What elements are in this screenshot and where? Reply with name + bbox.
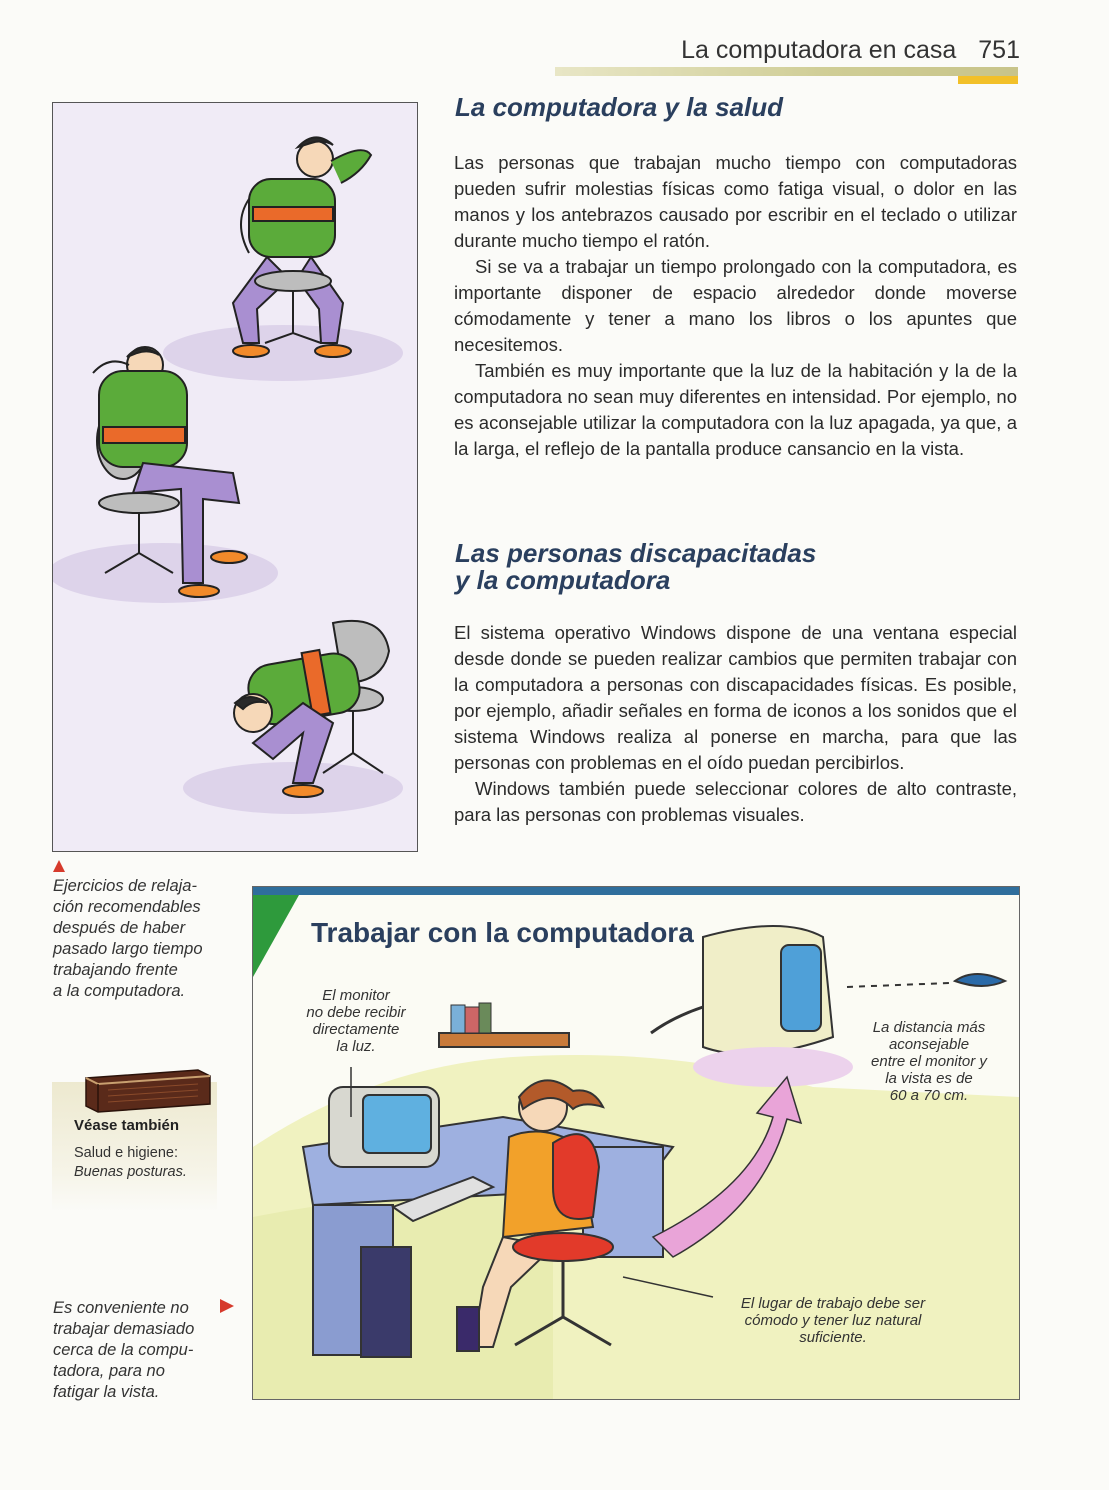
triangle-right-icon [220, 1299, 234, 1313]
exercise-drawing [53, 103, 417, 851]
figure-stretch-sitting [233, 137, 371, 357]
caption-distance [53, 1298, 223, 1403]
callout-workplace [713, 1295, 953, 1346]
triangle-up-icon [53, 860, 65, 872]
caption-line: cerca de la compu- [53, 1341, 194, 1359]
section-disabled-people-text [454, 620, 1017, 828]
paragraph: El sistema operativo Windows dispone de una ventana especial desde donde se pueden realizar cambios que permiten trabajar con la computadora a personas con discapacidades físicas. Es posible, por ejemplo, añadir señales en forma de iconos a los sonidos que el sistema Windows realiza al ponerse en marcha, para que las personas con problemas en el oído puedan percibirlos. [454, 622, 1017, 773]
caption-line: trabajando frente [53, 961, 178, 979]
callout-line: entre el monitor y [871, 1053, 987, 1070]
callout-line: El lugar de trabajo debe ser [740, 1295, 926, 1312]
paragraph: Las personas que trabajan mucho tiempo con computadoras pueden sufrir molestias físicas como fatiga visual, o dolor en las manos y los antebrazos causado por escribir en el teclado o utilizar durante mucho tiempo el ratón. [454, 152, 1017, 251]
running-header-title: La computadora en casa [681, 36, 957, 64]
heading-disabled-people [455, 540, 1015, 594]
caption-line: Ejercicios de relaja- [53, 877, 197, 895]
callout-line: La distancia más [872, 1019, 986, 1036]
paragraph: Si se va a trabajar un tiempo prolongado con la computadora, es importante disponer de espacio alrededor donde moverse cómodamente y tener a mano los libros o los apuntes que necesitemos. [454, 256, 1017, 355]
callout-line: no debe recibir [306, 1004, 406, 1021]
callout-line: la vista es de [885, 1070, 973, 1087]
see-also-line: Salud e higiene: [74, 1145, 178, 1161]
book-icon [78, 1064, 218, 1114]
callout-line: directamente [312, 1021, 400, 1038]
caption-line: después de haber [53, 919, 186, 937]
callout-distance [859, 1019, 999, 1104]
paragraph: Windows también puede seleccionar colores de alto contraste, para las personas con problemas visuales. [454, 778, 1017, 825]
caption-line: fatigar la vista. [53, 1383, 160, 1401]
see-also-title: Véase también [74, 1117, 180, 1134]
running-header [560, 36, 1020, 65]
callout-line: 60 a 70 cm. [889, 1087, 969, 1104]
heading-computer-health: La computadora y la salud [455, 92, 783, 122]
callout-line: suficiente. [799, 1329, 867, 1346]
callout-light [281, 987, 431, 1055]
caption-exercises [53, 876, 233, 1002]
exercise-illustration [52, 102, 418, 852]
callout-line: aconsejable [888, 1036, 970, 1053]
section-computer-health-text [454, 150, 1017, 462]
heading-line: y la computadora [455, 565, 671, 595]
header-rule [555, 67, 1018, 76]
caption-line: trabajar demasiado [53, 1320, 195, 1338]
callout-line: El monitor [322, 987, 390, 1004]
caption-line: Es conveniente no [53, 1299, 189, 1317]
caption-line: pasado largo tiempo [53, 940, 203, 958]
callout-line: cómodo y tener luz natural [744, 1312, 922, 1329]
see-also-box [52, 1082, 217, 1212]
caption-line: a la computadora. [53, 982, 186, 1000]
caption-line: ción recomendables [53, 898, 201, 916]
header-tab-marker [958, 76, 1018, 84]
illustration-title: Trabajar con la computadora [311, 917, 694, 948]
see-also-link[interactable]: Buenas posturas. [74, 1164, 187, 1180]
caption-line: tadora, para no [53, 1362, 165, 1380]
heading-line: Las personas discapacitadas [455, 538, 817, 568]
workstation-illustration [252, 886, 1020, 1400]
page-number: 751 [978, 36, 1020, 64]
callout-line: la luz. [336, 1038, 376, 1055]
paragraph: También es muy importante que la luz de la habitación y la de la computadora no sean muy diferentes en intensidad. Por ejemplo, no es aconsejable utilizar la computadora con la luz apagada, ya que, a la larga, el reflejo de la pantalla produce cansancio en la vista. [454, 360, 1017, 459]
